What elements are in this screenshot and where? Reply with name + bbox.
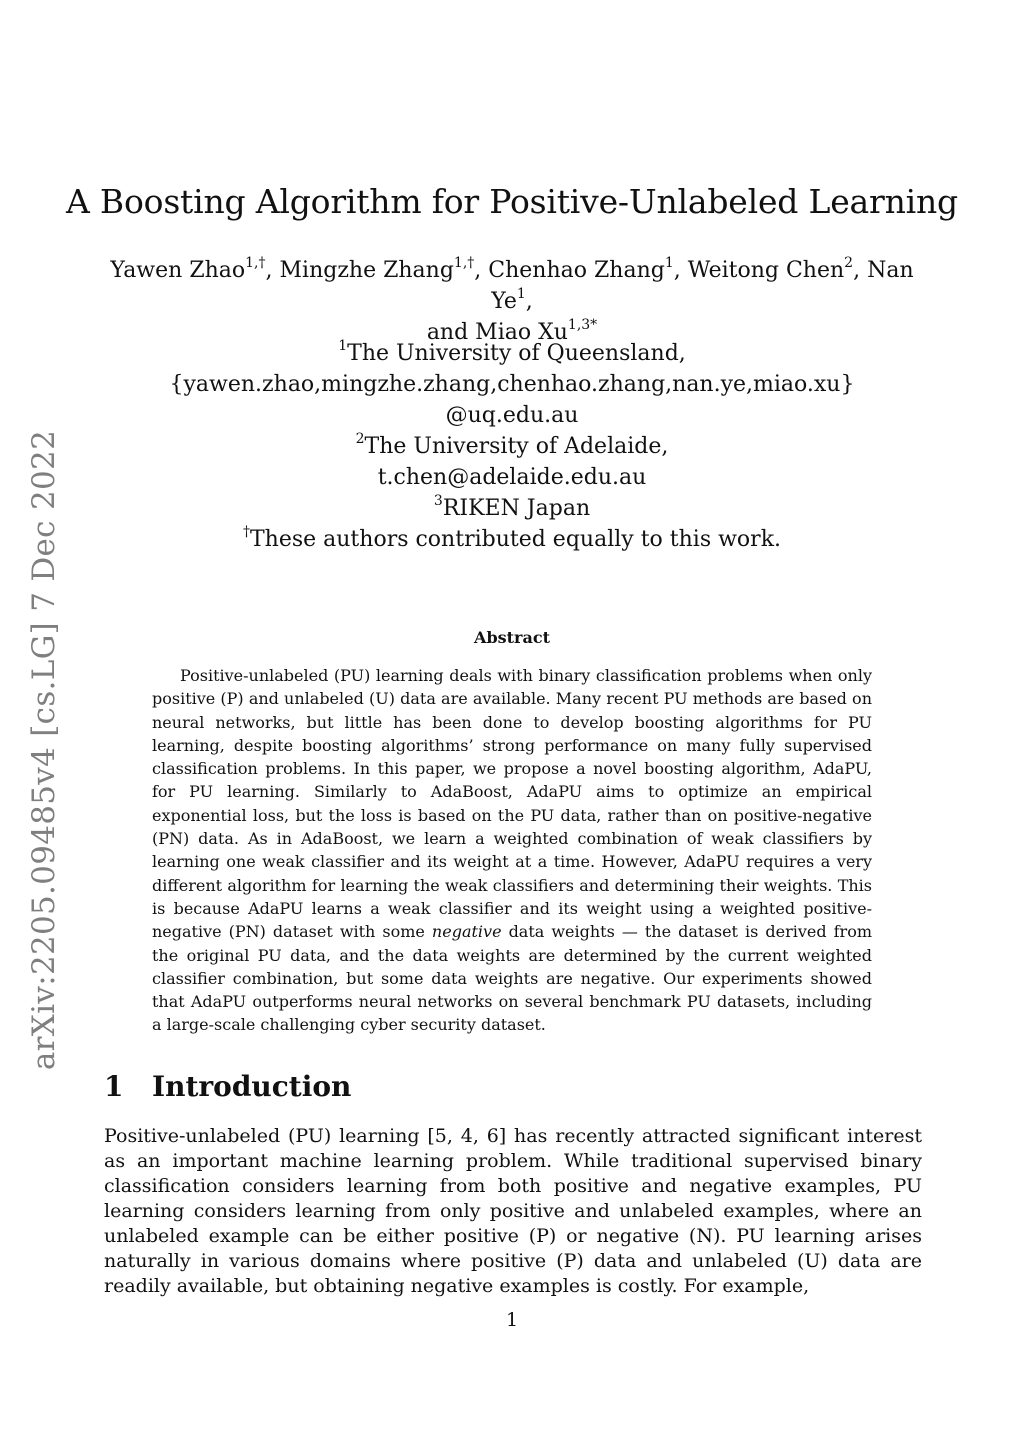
author-1: Yawen Zhao$^{1,\dagger}$, — [110, 255, 280, 283]
page-number: 1 — [505, 1309, 519, 1331]
paper-title: A Boosting Algorithm for Positive-Unlabeled Learning — [66, 182, 958, 221]
affiliation-riken: $^3$RIKEN Japan — [433, 493, 591, 521]
author-6: and Miao $Xu^{1,3*}$ — [426, 317, 598, 345]
affiliation-uq: $^1$The University of Queensland, — [338, 338, 686, 366]
introduction-paragraph: Positive-unlabeled (PU) learning [5, 4, 6] has recently attracted significant interest as an important machine learning problem. While traditional supervised binary classification considers learning from both positive and negative examples, PU learning considers learning from only positive and unlabeled examples, where an unlabeled example can be either positive (P) or negative (N). PU learning arises naturally in various domains where positive (P) data and unlabeled (U) data are readily available, but obtaining negative examples is costly. For example, — [104, 1125, 922, 1297]
author-3: Chenhao Zhang$^1$, — [488, 255, 688, 283]
author-5: Nan Ye$^1$, — [491, 258, 914, 314]
affiliation-uq-domain: @uq.edu.au — [445, 403, 579, 428]
equal-contribution-note: †These authors contributed equally to this work. — [242, 524, 782, 552]
section-heading-introduction: 1 Introduction — [104, 1070, 352, 1103]
affiliation-adelaide: $^2$The University of Adelaide, — [355, 431, 669, 459]
affiliation-adelaide-email: t.chen@adelaide.edu.au — [377, 465, 647, 490]
abstract-text: Positive-unlabeled (PU) learning deals with binary classification problems when only positive (P) and unlabeled (U) data are available. Many recent PU methods are based on neural networks, but little has been done to develop boosting algorithms for PU learning, despite boosting algorithms’ strong performance on many fully supervised classification problems. In this paper, we propose a novel boosting algorithm, AdaPU, for PU learning. Similarly to AdaBoost, AdaPU aims to optimize an empirical exponential loss, but the loss is based on the PU data, rather than on positive-negative (PN) data. As in AdaBoost, we learn a weighted combination of weak classifiers by learning one weak classifier and its weight at a time. However, AdaPU requires a very different algorithm for learning the weak classifiers and determining their weights. This is because AdaPU learns a weak classifier and its weight using a weighted positive-negative (PN) dataset with some negative data weights — the dataset is derived from the original PU data, and the data weights are determined by the current weighted classifier combination, but some data weights are negative. Our experiments showed that AdaPU outperforms neural networks on several benchmark PU datasets, including a large-scale challenging cyber security dataset. — [152, 666, 872, 1035]
arxiv-identifier-stamp: arXiv:2205.09485v4 [cs.LG] 7 Dec 2022 — [26, 429, 62, 1071]
author-2: Mingzhe Zhang$^{1,\dagger}$, — [279, 255, 489, 283]
abstract-heading: Abstract — [474, 628, 550, 647]
author-list — [90, 255, 934, 348]
abstract-emphasis: negative — [431, 922, 502, 942]
affiliation-uq-emails: {yawen.zhao,mingzhe.zhang,chenhao.zhang,nan.ye,miao.xu} — [169, 372, 855, 397]
affiliations — [90, 338, 934, 555]
author-4: Weitong Chen$^2$, — [687, 255, 868, 283]
